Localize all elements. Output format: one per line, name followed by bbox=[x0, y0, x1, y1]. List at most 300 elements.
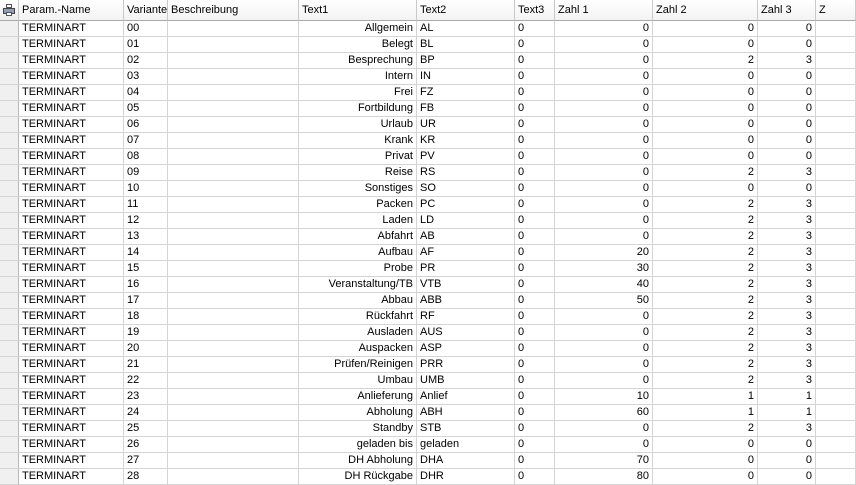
text2-cell[interactable]: DHR bbox=[417, 469, 515, 485]
beschreibung-cell[interactable] bbox=[168, 133, 299, 149]
row-indicator[interactable] bbox=[0, 149, 19, 165]
zahl4-cell[interactable] bbox=[816, 293, 856, 309]
text1-cell[interactable]: Abbau bbox=[299, 293, 417, 309]
text1-cell[interactable]: Packen bbox=[299, 197, 417, 213]
zahl4-cell[interactable] bbox=[816, 325, 856, 341]
zahl3-cell[interactable]: 0 bbox=[758, 149, 816, 165]
zahl2-cell[interactable]: 0 bbox=[653, 85, 758, 101]
text3-cell[interactable]: 0 bbox=[515, 373, 555, 389]
zahl4-cell[interactable] bbox=[816, 389, 856, 405]
param-name-cell[interactable]: TERMINART bbox=[19, 101, 124, 117]
column-header-text2[interactable]: Text2 bbox=[417, 0, 515, 21]
text2-cell[interactable]: AL bbox=[417, 21, 515, 37]
variante-cell[interactable]: 04 bbox=[124, 85, 168, 101]
table-row[interactable] bbox=[0, 437, 812, 453]
zahl2-cell[interactable]: 1 bbox=[653, 405, 758, 421]
beschreibung-cell[interactable] bbox=[168, 405, 299, 421]
text2-cell[interactable]: PC bbox=[417, 197, 515, 213]
text2-cell[interactable]: PV bbox=[417, 149, 515, 165]
zahl1-cell[interactable]: 0 bbox=[555, 37, 653, 53]
param-name-cell[interactable]: TERMINART bbox=[19, 373, 124, 389]
text3-cell[interactable]: 0 bbox=[515, 69, 555, 85]
zahl3-cell[interactable]: 0 bbox=[758, 453, 816, 469]
param-name-cell[interactable]: TERMINART bbox=[19, 37, 124, 53]
text1-cell[interactable]: Umbau bbox=[299, 373, 417, 389]
table-row[interactable] bbox=[0, 117, 812, 133]
text3-cell[interactable]: 0 bbox=[515, 469, 555, 485]
zahl1-cell[interactable]: 0 bbox=[555, 85, 653, 101]
beschreibung-cell[interactable] bbox=[168, 389, 299, 405]
text3-cell[interactable]: 0 bbox=[515, 341, 555, 357]
text2-cell[interactable]: ABH bbox=[417, 405, 515, 421]
zahl4-cell[interactable] bbox=[816, 133, 856, 149]
zahl2-cell[interactable]: 0 bbox=[653, 133, 758, 149]
text2-cell[interactable]: ABB bbox=[417, 293, 515, 309]
row-indicator[interactable] bbox=[0, 165, 19, 181]
zahl2-cell[interactable]: 2 bbox=[653, 261, 758, 277]
row-indicator[interactable] bbox=[0, 293, 19, 309]
variante-cell[interactable]: 18 bbox=[124, 309, 168, 325]
text2-cell[interactable]: geladen bbox=[417, 437, 515, 453]
text1-cell[interactable]: Rückfahrt bbox=[299, 309, 417, 325]
zahl2-cell[interactable]: 2 bbox=[653, 357, 758, 373]
table-row[interactable] bbox=[0, 213, 812, 229]
zahl4-cell[interactable] bbox=[816, 277, 856, 293]
zahl3-cell[interactable]: 3 bbox=[758, 357, 816, 373]
column-header-variante[interactable]: Variante bbox=[124, 0, 168, 21]
param-name-cell[interactable]: TERMINART bbox=[19, 325, 124, 341]
text1-cell[interactable]: Intern bbox=[299, 69, 417, 85]
param-name-cell[interactable]: TERMINART bbox=[19, 293, 124, 309]
text3-cell[interactable]: 0 bbox=[515, 405, 555, 421]
row-indicator[interactable] bbox=[0, 389, 19, 405]
param-name-cell[interactable]: TERMINART bbox=[19, 469, 124, 485]
zahl2-cell[interactable]: 2 bbox=[653, 373, 758, 389]
zahl2-cell[interactable]: 2 bbox=[653, 293, 758, 309]
variante-cell[interactable]: 19 bbox=[124, 325, 168, 341]
zahl3-cell[interactable]: 0 bbox=[758, 21, 816, 37]
zahl4-cell[interactable] bbox=[816, 149, 856, 165]
text3-cell[interactable]: 0 bbox=[515, 101, 555, 117]
column-header-beschreibung[interactable]: Beschreibung bbox=[168, 0, 299, 21]
text1-cell[interactable]: Standby bbox=[299, 421, 417, 437]
table-row[interactable] bbox=[0, 181, 812, 197]
text1-cell[interactable]: Besprechung bbox=[299, 53, 417, 69]
beschreibung-cell[interactable] bbox=[168, 229, 299, 245]
row-indicator[interactable] bbox=[0, 277, 19, 293]
row-indicator[interactable] bbox=[0, 325, 19, 341]
table-row[interactable] bbox=[0, 197, 812, 213]
column-header-text1[interactable]: Text1 bbox=[299, 0, 417, 21]
zahl2-cell[interactable]: 0 bbox=[653, 37, 758, 53]
row-indicator[interactable] bbox=[0, 197, 19, 213]
zahl1-cell[interactable]: 0 bbox=[555, 133, 653, 149]
beschreibung-cell[interactable] bbox=[168, 373, 299, 389]
zahl1-cell[interactable]: 0 bbox=[555, 197, 653, 213]
text3-cell[interactable]: 0 bbox=[515, 453, 555, 469]
text1-cell[interactable]: Krank bbox=[299, 133, 417, 149]
text1-cell[interactable]: Prüfen/Reinigen bbox=[299, 357, 417, 373]
zahl3-cell[interactable]: 3 bbox=[758, 197, 816, 213]
param-name-cell[interactable]: TERMINART bbox=[19, 309, 124, 325]
row-indicator[interactable] bbox=[0, 133, 19, 149]
zahl3-cell[interactable]: 3 bbox=[758, 309, 816, 325]
variante-cell[interactable]: 13 bbox=[124, 229, 168, 245]
text3-cell[interactable]: 0 bbox=[515, 357, 555, 373]
table-row[interactable] bbox=[0, 357, 812, 373]
beschreibung-cell[interactable] bbox=[168, 37, 299, 53]
param-name-cell[interactable]: TERMINART bbox=[19, 421, 124, 437]
row-indicator[interactable] bbox=[0, 469, 19, 485]
text1-cell[interactable]: Abfahrt bbox=[299, 229, 417, 245]
text2-cell[interactable]: KR bbox=[417, 133, 515, 149]
text1-cell[interactable]: DH Rückgabe bbox=[299, 469, 417, 485]
zahl4-cell[interactable] bbox=[816, 405, 856, 421]
zahl2-cell[interactable]: 2 bbox=[653, 309, 758, 325]
variante-cell[interactable]: 01 bbox=[124, 37, 168, 53]
beschreibung-cell[interactable] bbox=[168, 69, 299, 85]
zahl4-cell[interactable] bbox=[816, 21, 856, 37]
text1-cell[interactable]: Anlieferung bbox=[299, 389, 417, 405]
zahl4-cell[interactable] bbox=[816, 341, 856, 357]
zahl4-cell[interactable] bbox=[816, 85, 856, 101]
param-name-cell[interactable]: TERMINART bbox=[19, 165, 124, 181]
zahl2-cell[interactable]: 0 bbox=[653, 69, 758, 85]
table-row[interactable] bbox=[0, 149, 812, 165]
text1-cell[interactable]: Auspacken bbox=[299, 341, 417, 357]
param-name-cell[interactable]: TERMINART bbox=[19, 261, 124, 277]
zahl1-cell[interactable]: 20 bbox=[555, 245, 653, 261]
text2-cell[interactable]: UR bbox=[417, 117, 515, 133]
text3-cell[interactable]: 0 bbox=[515, 181, 555, 197]
zahl1-cell[interactable]: 0 bbox=[555, 21, 653, 37]
text2-cell[interactable]: AUS bbox=[417, 325, 515, 341]
zahl3-cell[interactable]: 0 bbox=[758, 117, 816, 133]
variante-cell[interactable]: 08 bbox=[124, 149, 168, 165]
zahl1-cell[interactable]: 0 bbox=[555, 421, 653, 437]
row-indicator[interactable] bbox=[0, 309, 19, 325]
zahl3-cell[interactable]: 0 bbox=[758, 469, 816, 485]
zahl4-cell[interactable] bbox=[816, 453, 856, 469]
variante-cell[interactable]: 14 bbox=[124, 245, 168, 261]
zahl2-cell[interactable]: 2 bbox=[653, 341, 758, 357]
zahl1-cell[interactable]: 30 bbox=[555, 261, 653, 277]
zahl4-cell[interactable] bbox=[816, 53, 856, 69]
param-name-cell[interactable]: TERMINART bbox=[19, 21, 124, 37]
zahl1-cell[interactable]: 0 bbox=[555, 117, 653, 133]
zahl1-cell[interactable]: 0 bbox=[555, 53, 653, 69]
row-indicator[interactable] bbox=[0, 69, 19, 85]
text3-cell[interactable]: 0 bbox=[515, 437, 555, 453]
param-name-cell[interactable]: TERMINART bbox=[19, 149, 124, 165]
beschreibung-cell[interactable] bbox=[168, 117, 299, 133]
beschreibung-cell[interactable] bbox=[168, 469, 299, 485]
text3-cell[interactable]: 0 bbox=[515, 421, 555, 437]
zahl4-cell[interactable] bbox=[816, 229, 856, 245]
row-indicator[interactable] bbox=[0, 117, 19, 133]
zahl1-cell[interactable]: 0 bbox=[555, 149, 653, 165]
text2-cell[interactable]: RS bbox=[417, 165, 515, 181]
param-name-cell[interactable]: TERMINART bbox=[19, 85, 124, 101]
zahl1-cell[interactable]: 0 bbox=[555, 229, 653, 245]
text1-cell[interactable]: Aufbau bbox=[299, 245, 417, 261]
beschreibung-cell[interactable] bbox=[168, 325, 299, 341]
zahl3-cell[interactable]: 3 bbox=[758, 421, 816, 437]
zahl1-cell[interactable]: 50 bbox=[555, 293, 653, 309]
variante-cell[interactable]: 22 bbox=[124, 373, 168, 389]
table-row[interactable] bbox=[0, 325, 812, 341]
table-row[interactable] bbox=[0, 309, 812, 325]
zahl4-cell[interactable] bbox=[816, 213, 856, 229]
table-row[interactable] bbox=[0, 277, 812, 293]
table-row[interactable] bbox=[0, 229, 812, 245]
variante-cell[interactable]: 15 bbox=[124, 261, 168, 277]
zahl1-cell[interactable]: 40 bbox=[555, 277, 653, 293]
zahl4-cell[interactable] bbox=[816, 69, 856, 85]
text1-cell[interactable]: Veranstaltung/TB bbox=[299, 277, 417, 293]
variante-cell[interactable]: 09 bbox=[124, 165, 168, 181]
row-indicator[interactable] bbox=[0, 37, 19, 53]
row-indicator[interactable] bbox=[0, 373, 19, 389]
row-indicator[interactable] bbox=[0, 421, 19, 437]
text2-cell[interactable]: ASP bbox=[417, 341, 515, 357]
column-header-param-name[interactable]: Param.-Name bbox=[19, 0, 124, 21]
beschreibung-cell[interactable] bbox=[168, 261, 299, 277]
variante-cell[interactable]: 11 bbox=[124, 197, 168, 213]
text3-cell[interactable]: 0 bbox=[515, 85, 555, 101]
zahl4-cell[interactable] bbox=[816, 261, 856, 277]
zahl4-cell[interactable] bbox=[816, 357, 856, 373]
text1-cell[interactable]: Belegt bbox=[299, 37, 417, 53]
text3-cell[interactable]: 0 bbox=[515, 165, 555, 181]
param-name-cell[interactable]: TERMINART bbox=[19, 437, 124, 453]
variante-cell[interactable]: 12 bbox=[124, 213, 168, 229]
zahl2-cell[interactable]: 0 bbox=[653, 181, 758, 197]
zahl4-cell[interactable] bbox=[816, 309, 856, 325]
column-header-zahl4[interactable]: Z bbox=[816, 0, 856, 21]
param-name-cell[interactable]: TERMINART bbox=[19, 69, 124, 85]
row-indicator[interactable] bbox=[0, 261, 19, 277]
row-indicator[interactable] bbox=[0, 357, 19, 373]
table-row[interactable] bbox=[0, 389, 812, 405]
text3-cell[interactable]: 0 bbox=[515, 389, 555, 405]
zahl3-cell[interactable]: 0 bbox=[758, 101, 816, 117]
zahl2-cell[interactable]: 2 bbox=[653, 245, 758, 261]
zahl3-cell[interactable]: 0 bbox=[758, 85, 816, 101]
table-row[interactable] bbox=[0, 53, 812, 69]
param-name-cell[interactable]: TERMINART bbox=[19, 453, 124, 469]
text3-cell[interactable]: 0 bbox=[515, 277, 555, 293]
variante-cell[interactable]: 07 bbox=[124, 133, 168, 149]
text2-cell[interactable]: UMB bbox=[417, 373, 515, 389]
table-row[interactable] bbox=[0, 421, 812, 437]
beschreibung-cell[interactable] bbox=[168, 213, 299, 229]
text1-cell[interactable]: Ausladen bbox=[299, 325, 417, 341]
text3-cell[interactable]: 0 bbox=[515, 197, 555, 213]
variante-cell[interactable]: 17 bbox=[124, 293, 168, 309]
row-indicator[interactable] bbox=[0, 101, 19, 117]
table-row[interactable] bbox=[0, 165, 812, 181]
zahl3-cell[interactable]: 0 bbox=[758, 437, 816, 453]
zahl3-cell[interactable]: 0 bbox=[758, 37, 816, 53]
zahl3-cell[interactable]: 3 bbox=[758, 213, 816, 229]
variante-cell[interactable]: 28 bbox=[124, 469, 168, 485]
zahl2-cell[interactable]: 0 bbox=[653, 21, 758, 37]
beschreibung-cell[interactable] bbox=[168, 181, 299, 197]
row-indicator[interactable] bbox=[0, 245, 19, 261]
zahl1-cell[interactable]: 0 bbox=[555, 101, 653, 117]
text2-cell[interactable]: DHA bbox=[417, 453, 515, 469]
variante-cell[interactable]: 02 bbox=[124, 53, 168, 69]
beschreibung-cell[interactable] bbox=[168, 165, 299, 181]
zahl2-cell[interactable]: 2 bbox=[653, 325, 758, 341]
text2-cell[interactable]: IN bbox=[417, 69, 515, 85]
zahl1-cell[interactable]: 0 bbox=[555, 181, 653, 197]
zahl2-cell[interactable]: 0 bbox=[653, 469, 758, 485]
zahl4-cell[interactable] bbox=[816, 37, 856, 53]
param-name-cell[interactable]: TERMINART bbox=[19, 181, 124, 197]
text2-cell[interactable]: Anlief bbox=[417, 389, 515, 405]
zahl3-cell[interactable]: 0 bbox=[758, 133, 816, 149]
column-header-text3[interactable]: Text3 bbox=[515, 0, 555, 21]
table-row[interactable] bbox=[0, 453, 812, 469]
beschreibung-cell[interactable] bbox=[168, 21, 299, 37]
table-row[interactable] bbox=[0, 293, 812, 309]
variante-cell[interactable]: 03 bbox=[124, 69, 168, 85]
zahl3-cell[interactable]: 1 bbox=[758, 389, 816, 405]
text1-cell[interactable]: Frei bbox=[299, 85, 417, 101]
variante-cell[interactable]: 23 bbox=[124, 389, 168, 405]
zahl1-cell[interactable]: 0 bbox=[555, 325, 653, 341]
zahl3-cell[interactable]: 3 bbox=[758, 53, 816, 69]
table-row[interactable] bbox=[0, 21, 812, 37]
zahl4-cell[interactable] bbox=[816, 373, 856, 389]
column-header-zahl3[interactable]: Zahl 3 bbox=[758, 0, 816, 21]
variante-cell[interactable]: 25 bbox=[124, 421, 168, 437]
param-name-cell[interactable]: TERMINART bbox=[19, 117, 124, 133]
param-name-cell[interactable]: TERMINART bbox=[19, 53, 124, 69]
beschreibung-cell[interactable] bbox=[168, 53, 299, 69]
beschreibung-cell[interactable] bbox=[168, 101, 299, 117]
zahl1-cell[interactable]: 70 bbox=[555, 453, 653, 469]
variante-cell[interactable]: 00 bbox=[124, 21, 168, 37]
zahl1-cell[interactable]: 0 bbox=[555, 373, 653, 389]
beschreibung-cell[interactable] bbox=[168, 341, 299, 357]
table-row[interactable] bbox=[0, 101, 812, 117]
zahl2-cell[interactable]: 0 bbox=[653, 101, 758, 117]
zahl2-cell[interactable]: 2 bbox=[653, 165, 758, 181]
text2-cell[interactable]: VTB bbox=[417, 277, 515, 293]
text3-cell[interactable]: 0 bbox=[515, 21, 555, 37]
zahl3-cell[interactable]: 3 bbox=[758, 293, 816, 309]
param-name-cell[interactable]: TERMINART bbox=[19, 133, 124, 149]
text3-cell[interactable]: 0 bbox=[515, 133, 555, 149]
text3-cell[interactable]: 0 bbox=[515, 325, 555, 341]
zahl3-cell[interactable]: 3 bbox=[758, 261, 816, 277]
zahl1-cell[interactable]: 0 bbox=[555, 69, 653, 85]
beschreibung-cell[interactable] bbox=[168, 309, 299, 325]
column-header-zahl2[interactable]: Zahl 2 bbox=[653, 0, 758, 21]
text1-cell[interactable]: Sonstiges bbox=[299, 181, 417, 197]
zahl2-cell[interactable]: 1 bbox=[653, 389, 758, 405]
zahl4-cell[interactable] bbox=[816, 117, 856, 133]
param-name-cell[interactable]: TERMINART bbox=[19, 197, 124, 213]
param-name-cell[interactable]: TERMINART bbox=[19, 277, 124, 293]
row-indicator[interactable] bbox=[0, 181, 19, 197]
param-name-cell[interactable]: TERMINART bbox=[19, 357, 124, 373]
beschreibung-cell[interactable] bbox=[168, 357, 299, 373]
table-row[interactable] bbox=[0, 37, 812, 53]
zahl4-cell[interactable] bbox=[816, 469, 856, 485]
table-row[interactable] bbox=[0, 133, 812, 149]
table-row[interactable] bbox=[0, 373, 812, 389]
zahl4-cell[interactable] bbox=[816, 101, 856, 117]
text1-cell[interactable]: Reise bbox=[299, 165, 417, 181]
text2-cell[interactable]: BP bbox=[417, 53, 515, 69]
text3-cell[interactable]: 0 bbox=[515, 293, 555, 309]
text2-cell[interactable]: AF bbox=[417, 245, 515, 261]
zahl3-cell[interactable]: 0 bbox=[758, 181, 816, 197]
text3-cell[interactable]: 0 bbox=[515, 213, 555, 229]
zahl1-cell[interactable]: 0 bbox=[555, 437, 653, 453]
zahl1-cell[interactable]: 0 bbox=[555, 213, 653, 229]
row-indicator[interactable] bbox=[0, 213, 19, 229]
zahl4-cell[interactable] bbox=[816, 165, 856, 181]
row-indicator[interactable] bbox=[0, 405, 19, 421]
zahl4-cell[interactable] bbox=[816, 245, 856, 261]
zahl4-cell[interactable] bbox=[816, 197, 856, 213]
table-row[interactable] bbox=[0, 245, 812, 261]
zahl3-cell[interactable]: 3 bbox=[758, 277, 816, 293]
zahl4-cell[interactable] bbox=[816, 181, 856, 197]
zahl1-cell[interactable]: 0 bbox=[555, 357, 653, 373]
text1-cell[interactable]: Probe bbox=[299, 261, 417, 277]
zahl3-cell[interactable]: 3 bbox=[758, 245, 816, 261]
zahl2-cell[interactable]: 2 bbox=[653, 197, 758, 213]
variante-cell[interactable]: 10 bbox=[124, 181, 168, 197]
text2-cell[interactable]: PRR bbox=[417, 357, 515, 373]
table-row[interactable] bbox=[0, 85, 812, 101]
beschreibung-cell[interactable] bbox=[168, 85, 299, 101]
zahl3-cell[interactable]: 1 bbox=[758, 405, 816, 421]
text1-cell[interactable]: geladen bis bbox=[299, 437, 417, 453]
zahl3-cell[interactable]: 3 bbox=[758, 341, 816, 357]
zahl1-cell[interactable]: 0 bbox=[555, 165, 653, 181]
row-indicator[interactable] bbox=[0, 341, 19, 357]
variante-cell[interactable]: 16 bbox=[124, 277, 168, 293]
row-indicator[interactable] bbox=[0, 229, 19, 245]
zahl2-cell[interactable]: 2 bbox=[653, 421, 758, 437]
text2-cell[interactable]: SO bbox=[417, 181, 515, 197]
text3-cell[interactable]: 0 bbox=[515, 53, 555, 69]
zahl4-cell[interactable] bbox=[816, 421, 856, 437]
zahl1-cell[interactable]: 0 bbox=[555, 309, 653, 325]
zahl3-cell[interactable]: 3 bbox=[758, 325, 816, 341]
variante-cell[interactable]: 24 bbox=[124, 405, 168, 421]
text2-cell[interactable]: AB bbox=[417, 229, 515, 245]
table-row[interactable] bbox=[0, 469, 812, 485]
text3-cell[interactable]: 0 bbox=[515, 261, 555, 277]
text1-cell[interactable]: Urlaub bbox=[299, 117, 417, 133]
zahl3-cell[interactable]: 3 bbox=[758, 229, 816, 245]
beschreibung-cell[interactable] bbox=[168, 293, 299, 309]
beschreibung-cell[interactable] bbox=[168, 149, 299, 165]
param-name-cell[interactable]: TERMINART bbox=[19, 245, 124, 261]
zahl1-cell[interactable]: 60 bbox=[555, 405, 653, 421]
text2-cell[interactable]: LD bbox=[417, 213, 515, 229]
row-indicator[interactable] bbox=[0, 437, 19, 453]
text3-cell[interactable]: 0 bbox=[515, 245, 555, 261]
